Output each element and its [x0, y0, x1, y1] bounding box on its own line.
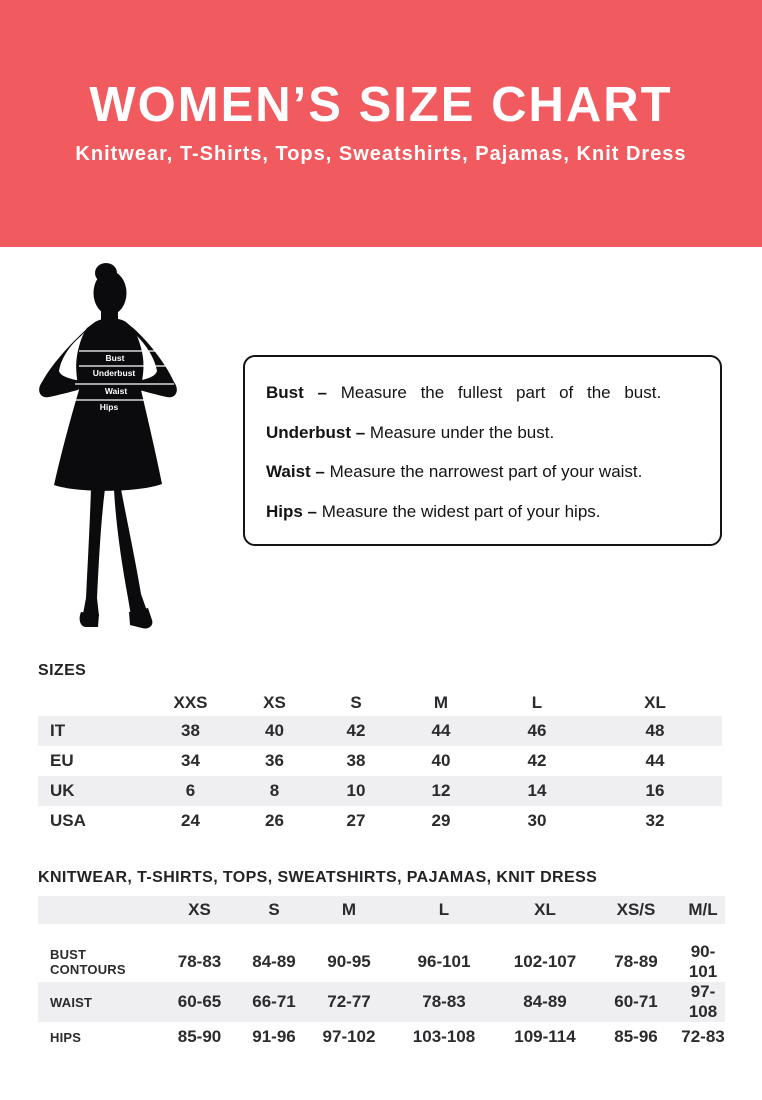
size-cell: 42	[527, 751, 547, 770]
guide-item-bust	[266, 383, 699, 403]
measure-cell: 60-65	[177, 992, 222, 1011]
measure-cell: 102-107	[513, 952, 577, 971]
size-cell: 46	[527, 721, 547, 740]
sizes-title: SIZES	[38, 662, 87, 679]
size-cell: 10	[346, 781, 366, 800]
garment-title: KNITWEAR, T-SHIRTS, TOPS, SWEATSHIRTS, PAJAMAS, KNIT DRESS	[38, 869, 598, 886]
measure-cell: 96-101	[417, 952, 471, 971]
sizes-header-corner	[38, 689, 148, 716]
row-label: IT	[50, 721, 66, 740]
size-column-header: S	[268, 900, 280, 919]
size-cell: 34	[181, 751, 200, 770]
waist-label: Waist	[104, 386, 128, 396]
size-cell: 24	[181, 811, 200, 830]
guide-term: Bust –	[266, 383, 327, 402]
measure-cell: 78-83	[177, 952, 222, 971]
sizes-header-row	[38, 689, 722, 716]
guide-term: Underbust –	[266, 422, 366, 442]
size-cell: 6	[185, 781, 196, 800]
size-column-header: XS	[188, 900, 211, 919]
measure-cell: 78-89	[614, 952, 658, 971]
spacer-row	[38, 924, 725, 942]
size-column-header: XXS	[173, 692, 208, 712]
size-cell: 38	[181, 721, 200, 740]
garment-row-waist	[38, 982, 725, 1022]
size-column-header: XL	[534, 900, 556, 919]
garment-row-bust	[38, 942, 725, 982]
size-column-header: XL	[644, 692, 666, 712]
guide-item-hips	[266, 502, 699, 522]
sizes-row-eu	[38, 746, 722, 776]
size-cell: 48	[645, 721, 665, 740]
size-column-header: XS	[263, 692, 286, 712]
size-cell: 44	[431, 721, 451, 740]
size-column-header: L	[531, 692, 543, 712]
size-cell: 32	[645, 811, 665, 830]
size-column-header: M	[433, 692, 449, 712]
measure-cell: 84-89	[523, 992, 567, 1011]
garment-header-corner	[38, 896, 160, 924]
row-label: USA	[50, 811, 86, 830]
size-cell: 26	[265, 811, 284, 830]
size-column-header: L	[438, 900, 450, 919]
size-cell: 8	[269, 781, 280, 800]
underbust-label: Underbust	[92, 368, 136, 378]
size-column-header: XS/S	[616, 900, 656, 919]
measure-cell: 90-101	[688, 942, 718, 981]
guide-term: Waist –	[266, 462, 325, 482]
sizes-row-it	[38, 716, 722, 746]
row-label: HIPS	[50, 1029, 82, 1045]
garment-row-hips	[38, 1022, 725, 1052]
bust-label: Bust	[105, 353, 125, 363]
size-cell: 27	[346, 811, 366, 830]
size-column-header: M/L	[688, 900, 718, 919]
guide-item-underbust	[266, 423, 699, 443]
hips-label: Hips	[99, 402, 119, 412]
measurement-guide-box	[243, 355, 722, 546]
measure-cell: 72-77	[327, 992, 371, 1011]
measure-cell: 85-96	[614, 1027, 658, 1046]
measure-cell: 97-108	[688, 982, 718, 1021]
measure-cell: 78-83	[422, 992, 466, 1011]
page-subtitle: Knitwear, T-Shirts, Tops, Sweatshirts, Pajamas, Knit Dress	[75, 143, 687, 165]
guide-description: Measure the widest part of your hips.	[321, 501, 601, 521]
size-column-header: S	[350, 692, 362, 712]
row-label: WAIST	[50, 994, 93, 1010]
measure-cell: 60-71	[614, 992, 658, 1011]
figure-wrap	[28, 258, 180, 638]
size-cell: 40	[265, 721, 284, 740]
size-cell: 40	[431, 751, 451, 770]
guide-description: Measure the narrowest part of your waist.	[329, 462, 643, 482]
measure-cell: 84-89	[252, 952, 296, 971]
size-cell: 14	[527, 781, 547, 800]
size-cell: 36	[265, 751, 284, 770]
garment-section	[38, 869, 725, 1052]
measure-cell: 66-71	[252, 992, 296, 1011]
size-cell: 30	[527, 811, 547, 830]
measure-cell: 97-102	[322, 1027, 376, 1046]
guide-description: Measure the fullest part of the bust.	[340, 383, 662, 402]
row-label: UK	[50, 781, 75, 800]
measure-cell: 72-83	[681, 1027, 725, 1046]
guide-description: Measure under the bust.	[369, 422, 555, 442]
measure-cell: 109-114	[514, 1027, 576, 1046]
row-label: EU	[50, 751, 74, 770]
size-cell: 38	[346, 751, 366, 770]
measure-cell: 91-96	[252, 1027, 296, 1046]
size-cell: 29	[431, 811, 451, 830]
row-label: BUST CONTOURS	[50, 947, 126, 977]
page-title: WOMEN’S SIZE CHART	[89, 78, 673, 132]
measure-cell: 90-95	[327, 952, 371, 971]
guide-term: Hips –	[266, 501, 318, 521]
sizes-section	[38, 662, 722, 836]
sizes-table	[38, 689, 722, 836]
measure-cell: 85-90	[177, 1027, 222, 1046]
sizes-row-usa	[38, 806, 722, 836]
guide-item-waist	[266, 462, 699, 482]
sizes-row-uk	[38, 776, 722, 806]
header-banner	[0, 0, 762, 247]
size-column-header: M	[341, 900, 357, 919]
size-cell: 44	[645, 751, 665, 770]
garment-header-row	[38, 896, 725, 924]
size-cell: 42	[346, 721, 366, 740]
garment-table	[38, 896, 725, 1052]
size-cell: 16	[645, 781, 665, 800]
measure-cell: 103-108	[412, 1027, 476, 1046]
woman-silhouette-icon	[28, 258, 180, 638]
size-cell: 12	[431, 781, 451, 800]
